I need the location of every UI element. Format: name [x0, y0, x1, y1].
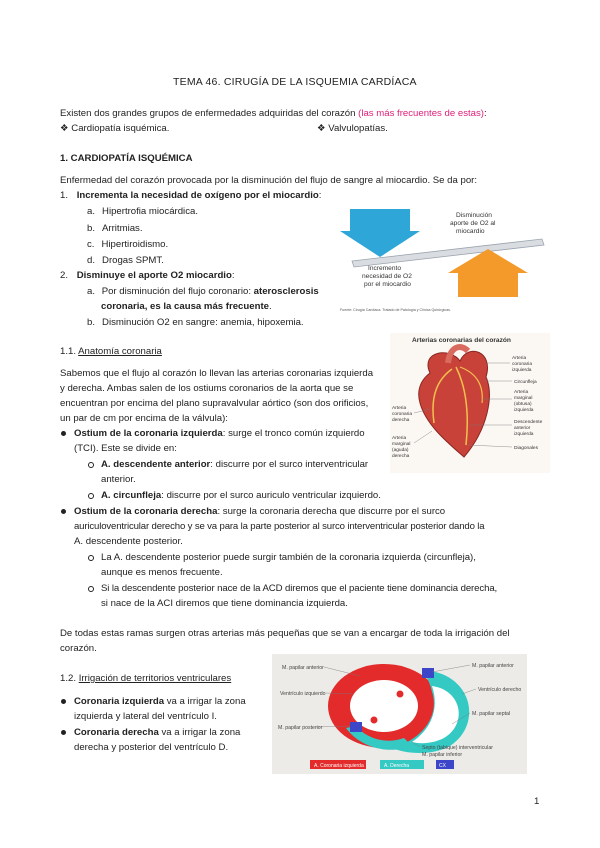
bullet-icon [61, 509, 66, 514]
territory-label: Coronaria derecha [74, 727, 159, 738]
ostium-left-line2: (TCI). Este se divide en: [74, 443, 177, 454]
subitem-b [87, 222, 143, 235]
branch-lad-line2: anterior. [101, 474, 136, 485]
down-arrow-icon [340, 209, 420, 257]
svg-text:M. papilar anterior: M. papilar anterior [472, 663, 514, 669]
cause-label: Disminuye el aporte O2 miocardio [76, 270, 232, 281]
posterior-note-line1: La A. descendente posterior puede surgir también de la coronaria izquierda (circunfleja), [101, 552, 476, 563]
territory-right [74, 726, 240, 739]
svg-text:izquierda: izquierda [514, 408, 534, 413]
section-number: 1.2. [60, 673, 77, 684]
papillary-muscle [370, 716, 378, 724]
group-item-1 [60, 122, 169, 135]
page-title: TEMA 46. CIRUGÍA DE LA ISQUEMIA CARDÍACA [173, 76, 417, 88]
subitem-a [87, 205, 198, 218]
branch-text: : discurre por el surco auriculo ventricular izquierdo. [161, 490, 381, 501]
svg-text:izquierda: izquierda [514, 432, 534, 437]
subitem-text: Arritmias. [102, 223, 143, 234]
page-number: 1 [534, 796, 540, 807]
svg-text:coronaria: coronaria [512, 362, 532, 367]
ostium-label: Ostium de la coronaria derecha [74, 506, 218, 517]
svg-text:Arteria: Arteria [392, 406, 407, 411]
svg-text:derecha: derecha [392, 454, 410, 459]
ostium-right-line3: A. descendente posterior. [74, 536, 183, 547]
ostium-text: : surge el tronco común izquierdo [222, 428, 365, 439]
section12-heading [60, 672, 231, 685]
anatomy-para-line-4: un par de cm por encima de la válvula): [60, 413, 228, 424]
svg-text:Ventrículo izquierdo: Ventrículo izquierdo [280, 691, 326, 697]
bullet-icon [61, 431, 66, 436]
ostium-label: Ostium de la coronaria izquierda [74, 428, 223, 439]
svg-text:M. papilar septal: M. papilar septal [472, 711, 511, 717]
group-item-2 [317, 122, 388, 135]
cx-patch [422, 668, 434, 678]
label-decrease: Disminución aporte de O2 al miocardio [450, 212, 496, 235]
intro-colon: : [483, 108, 487, 119]
circle-bullet-icon [88, 555, 94, 561]
section11-heading [60, 345, 162, 358]
svg-text:Diagonales: Diagonales [514, 446, 539, 451]
section-number: 1.1. [60, 346, 77, 357]
ostium-right [74, 505, 445, 518]
subitem-letter: a. [87, 286, 96, 297]
intro-text: Existen dos grandes grupos de enfermedades adquiridas del corazón [60, 108, 356, 119]
up-arrow-icon [448, 249, 528, 297]
branch-lad [101, 458, 368, 471]
section-title: Irrigación de territorios ventriculares [78, 673, 232, 684]
coronary-arteries-figure [390, 333, 550, 473]
group-label: Cardiopatía isquémica. [71, 123, 170, 134]
legend-label-left: A. Coronaria izquierda [314, 763, 364, 769]
anatomy-para-line-1: Sabemos que el flujo al corazón lo llevan las arterias coronarias izquierda [60, 368, 374, 379]
subitem-text: Hipertiroidismo. [101, 239, 169, 250]
cause-1 [60, 189, 321, 202]
anatomy-para-line-3: encuentran por encima del plano supravalvular aórtico (son dos orificios, [60, 398, 369, 409]
territory-right-line2: derecha y posterior del ventrículo D. [74, 742, 229, 753]
papillary-muscle [396, 690, 404, 698]
svg-text:Ventrículo derecho: Ventrículo derecho [478, 687, 522, 693]
diamond-bullet-icon: ❖ [317, 123, 326, 134]
svg-text:Arteria: Arteria [514, 390, 529, 395]
subitem-letter: c. [87, 239, 95, 250]
subitem-bold: coronaria, es la causa más frecuente [101, 301, 269, 312]
territory-left-line2: izquierda y lateral del ventrículo I. [74, 711, 217, 722]
svg-text:M. papilar inferior: M. papilar inferior [422, 752, 463, 758]
svg-text:anterior: anterior [514, 426, 531, 431]
svg-text:derecha: derecha [392, 418, 410, 423]
summary-line1: De todas estas ramas surgen otras arterias más pequeñas que se van a encargar de toda la irrigación del [60, 628, 510, 639]
section1-heading: 1. CARDIOPATÍA ISQUÉMICA [60, 153, 193, 164]
section-title: Anatomía coronaria [78, 346, 162, 357]
circle-bullet-icon [88, 493, 94, 499]
subitem-2a [87, 285, 319, 298]
ostium-text: : surge la coronaria derecha que discurre por el surco [217, 506, 446, 517]
svg-text:izquierda: izquierda [512, 368, 532, 373]
subitem-c [87, 238, 168, 251]
subitem-2b [87, 316, 304, 329]
intro-highlight: (las más frecuentes de estas) [358, 108, 484, 119]
branch-text: : discurre por el surco interventricular [210, 459, 369, 470]
subitem-d [87, 254, 164, 267]
cause-colon: : [231, 270, 235, 281]
subitem-letter: a. [87, 206, 96, 217]
territory-text: va a irrigar la zona [164, 696, 246, 707]
subitem-period: . [268, 301, 272, 312]
legend-label-cx: CX [439, 763, 446, 769]
cause-colon: : [318, 190, 322, 201]
ostium-left [74, 427, 365, 440]
legend-label-right: A. Derecha [384, 763, 410, 769]
figure-caption: Fuente: Cirugía Cardíaca. Tratado de Patología y Clínica Quirúrgicas. [340, 308, 451, 312]
dominance-line2: si nace de la ACI diremos que tiene dominancia izquierda. [101, 598, 348, 609]
svg-text:Arteria: Arteria [392, 436, 407, 441]
subitem-letter: d. [87, 255, 96, 266]
ventricle-territories-figure [272, 654, 527, 774]
svg-text:Septo (tabique) interventricul: Septo (tabique) interventricular [422, 745, 493, 751]
territory-text: va a irrigar la zona [158, 727, 241, 738]
subitem-letter: b. [87, 223, 96, 234]
svg-text:Arteria: Arteria [512, 356, 527, 361]
cause-2 [60, 269, 235, 282]
subitem-text: Por disminución del flujo coronario: [101, 286, 251, 297]
dominance-line1: Si la descendente posterior nace de la ACD diremos que el paciente tiene dominancia derecha, [101, 583, 498, 594]
svg-text:M. papilar anterior: M. papilar anterior [282, 665, 324, 671]
cx-patch [350, 722, 362, 732]
branch-cx [101, 489, 381, 502]
group-label: Valvulopatías. [328, 123, 388, 134]
subitem-text: Hipertrofia miocárdica. [102, 206, 198, 217]
posterior-note-line2: aunque es menos frecuente. [101, 567, 223, 578]
ostium-right-line2: auriculoventricular derecho y se va para la parte posterior al surco interventricular posterior dando la [74, 521, 485, 532]
label-increase: Incremento necesidad de O2 por el miocardio [362, 265, 412, 288]
svg-text:Circunfleja: Circunfleja [514, 380, 537, 385]
branch-label: A. descendente anterior [101, 459, 211, 470]
cause-number: 2. [60, 270, 69, 281]
cause-number: 1. [60, 190, 69, 201]
diamond-bullet-icon: ❖ [60, 123, 69, 134]
circle-bullet-icon [88, 586, 94, 592]
svg-text:M. papilar posterior: M. papilar posterior [278, 725, 323, 731]
section1-intro: Enfermedad del corazón provocada por la disminución del flujo de sangre al miocardio. Se da por: [60, 175, 478, 186]
svg-text:coronaria: coronaria [392, 412, 412, 417]
bullet-icon [61, 730, 66, 735]
branch-label: A. circunfleja [101, 490, 162, 501]
svg-text:(aguda): (aguda) [392, 448, 409, 453]
intro-line [60, 107, 487, 120]
circle-bullet-icon [88, 462, 94, 468]
cause-label: Incrementa la necesidad de oxígeno por el miocardio [76, 190, 319, 201]
svg-text:Descendente: Descendente [514, 420, 543, 425]
subitem-text: Drogas SPMT. [102, 255, 164, 266]
territory-label: Coronaria izquierda [74, 696, 165, 707]
svg-text:(obtusa): (obtusa) [514, 402, 532, 407]
subitem-letter: b. [87, 317, 96, 328]
territory-left [74, 695, 246, 708]
bullet-icon [61, 699, 66, 704]
anatomy-para-line-2: y derecha. Ambas salen de los ostiums coronarios de la aorta que se [60, 383, 354, 394]
summary-line2: corazón. [60, 643, 97, 654]
subitem-2a-line2 [101, 300, 272, 313]
svg-text:marginal: marginal [514, 396, 533, 401]
subitem-text: Disminución O2 en sangre: anemia, hipoxemia. [102, 317, 304, 328]
figure-title: Arterias coronarias del corazón [412, 337, 511, 344]
oxygen-balance-figure [338, 205, 560, 313]
svg-text:marginal: marginal [392, 442, 411, 447]
subitem-bold: aterosclerosis [253, 286, 319, 297]
